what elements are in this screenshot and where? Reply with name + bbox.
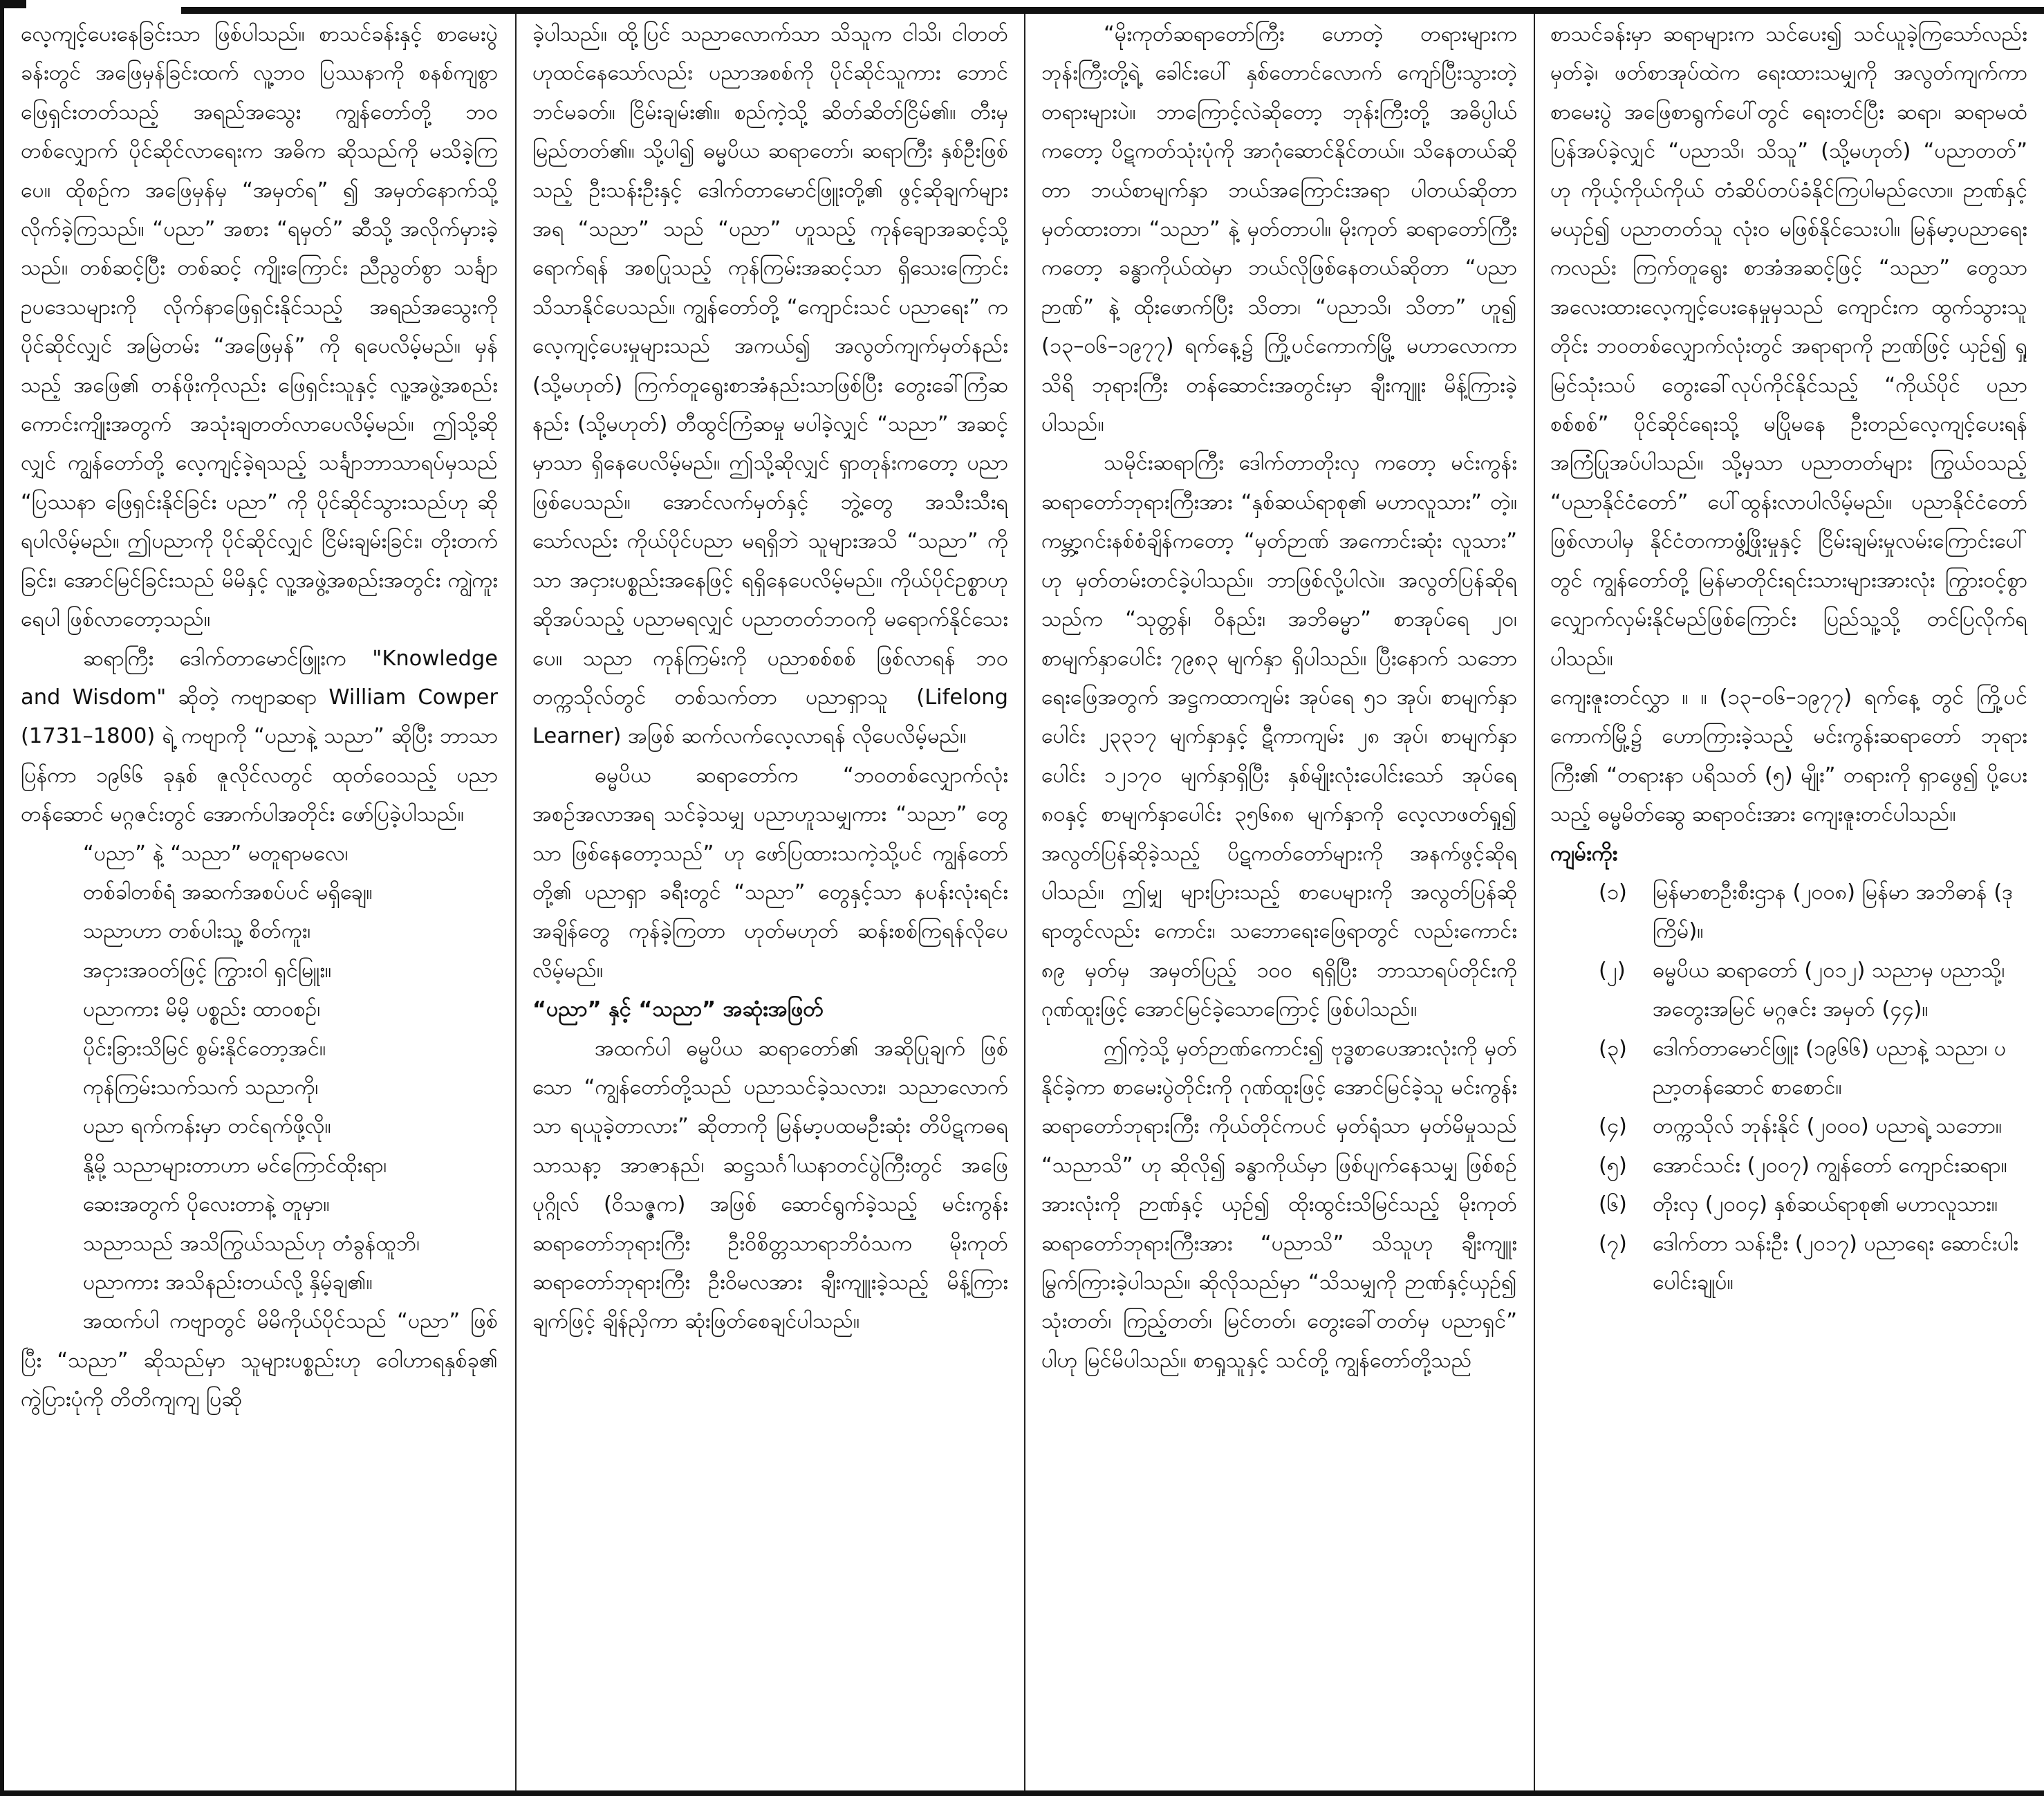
- poem-line: သညာသည် အသိကြွယ်သည်ဟု တံခွန်ထူဘိ၊: [83, 1231, 420, 1256]
- poem-line: နို့မို့ သညာများတာဟာ မင်ကြောင်ထိုးရာ၊: [83, 1153, 387, 1178]
- poem-line: အငှားအဝတ်ဖြင့် ကြွားဝါ ရှင်မြူး။: [83, 958, 332, 983]
- paragraph: လေ့ကျင့်ပေးနေခြင်းသာ ဖြစ်ပါသည်။ စာသင်ခန်းနှင့် စာမေးပွဲခန်းတွင် အဖြေမှန်ခြင်းထက် လူ့ဘဝ ပြဿနာကို စနစ်ကျစွာ ဖြေရှင်းတတ်သည့် အရည်အသွေး ကျွန်တော်တို့ ဘဝတစ်လျှောက် ပိုင်ဆိုင်လာရေးက အဓိက ဆိုသည်ကို မသိခဲ့ကြပေ။ ထိုစဉ်က အဖြေမှန်မှ “အမှတ်ရ” ၍ အမှတ်နောက်သို့ လိုက်ခဲ့ကြသည်။ “ပညာ” အစား “ရမှတ်” ဆီသို့ အလိုက်မှားခဲ့သည်။ တစ်ဆင့်ပြီး တစ်ဆင့် ကျိုးကြောင်း ညီညွတ်စွာ သင်္ချာဥပဒေသများကို လိုက်နာဖြေရှင်းနိုင်သည့် အရည်အသွေးကို ပိုင်ဆိုင်လျှင် အမြဲတမ်း “အဖြေမှန်” ကို ရပေလိမ့်မည်။ မှန်သည့် အဖြေ၏ တန်ဖိုးကိုလည်း ဖြေရှင်းသူနှင့် လူ့အဖွဲ့အစည်း ကောင်းကျိုးအတွက် အသုံးချတတ်လာပေလိမ့်မည်။ ဤသို့ဆိုလျှင် ကျွန်တော်တို့ လေ့ကျင့်ခဲ့ရသည့် သင်္ချာဘာသာရပ်မှသည် “ပြဿနာ ဖြေရှင်းနိုင်ခြင်း ပညာ” ကို ပိုင်ဆိုင်သွားသည်ဟု ဆိုရပါလိမ့်မည်။ ဤပညာကို ပိုင်ဆိုင်လျှင် ငြိမ်းချမ်းခြင်း၊ တိုးတက်ခြင်း၊ အောင်မြင်ခြင်းသည် မိမိနှင့် လူ့အဖွဲ့အစည်းအတွင်း ကျွဲကူးရေပါ ဖြစ်လာတော့သည်။: [21, 22, 498, 632]
- reference-text: ဓမ္မပိယ ဆရာတော် (၂၀၁၂) သညာမှ ပညာသို့၊ အတွေးအမြင် မဂ္ဂဇင်း အမှတ် (၄၄)။: [1653, 958, 2005, 1022]
- paragraph: ဤကဲ့သို့ မှတ်ဉာဏ်ကောင်း၍ ဗုဒ္ဓစာပေအားလုံးကို မှတ်နိုင်ခဲ့ကာ စာမေးပွဲတိုင်းကို ဂုဏ်ထူးဖြင့် အောင်မြင်ခဲ့သူ မင်းကွန်းဆရာတော်ဘုရားကြီး ကိုယ်တိုင်ကပင် မှတ်ရုံသာ မှတ်မိမှုသည် “သညာသိ” ဟု ဆိုလို၍ ခန္ဓာကိုယ်မှာ ဖြစ်ပျက်နေသမျှ ဖြစ်စဉ်အားလုံးကို ဉာဏ်နှင့် ယှဉ်၍ ထိုးထွင်းသိမြင်သည့် မိုးကုတ်ဆရာတော်ဘုရားကြီးအား “ပညာသိ” သိသူဟု ချီးကျူးမြွက်ကြားခဲ့ပါသည်။ ဆိုလိုသည်မှာ “သိသမျှကို ဉာဏ်နှင့်ယှဉ်၍ သုံးတတ်၊ ကြည့်တတ်၊ မြင်တတ်၊ တွေးခေါ်တတ်မှ ပညာရှင်” ပါဟု မြင်မိပါသည်။ စာရှုသူနှင့် သင်တို့ ကျွန်တော်တို့သည်: [1041, 1036, 1517, 1373]
- poem-line: ဆေးအတွက် ပိုလေးတာနဲ့ တူမှာ။: [83, 1192, 330, 1217]
- paragraph: ဓမ္မပိယ ဆရာတော်က “ဘဝတစ်လျှောက်လုံး အစဉ်အလာအရ သင်ခဲ့သမျှ ပညာဟူသမျှကား “သညာ” တွေသာ ဖြစ်နေတော့သည်” ဟု ဖော်ပြထားသကဲ့သို့ပင် ကျွန်တော်တို့၏ ပညာရှာ ခရီးတွင် “သညာ” တွေနှင့်သာ နပန်းလုံးရင်း အချိန်တွေ ကုန်ခဲ့ကြတာ ဟုတ်မဟုတ် ဆန်းစစ်ကြရန်လိုပေလိမ့်မည်။: [532, 763, 1008, 983]
- paragraph: အထက်ပါ ကဗျာတွင် မိမိကိုယ်ပိုင်သည် “ပညာ” ဖြစ်ပြီး “သညာ” ဆိုသည်မှာ သူများပစ္စည်းဟု ဝေါဟာရနှစ်ခု၏ ကွဲပြားပုံကို တိတိကျကျ ပြဆို: [21, 1309, 498, 1412]
- poem-line: ပညာကား အသိနည်းတယ်လို့ နှိမ့်ချ၏။: [83, 1270, 373, 1295]
- reference-number: (၃): [1599, 1036, 1627, 1061]
- reference-item: [1599, 1107, 2027, 1146]
- reference-item: [1599, 1147, 2027, 1185]
- reference-text: အောင်သင်း (၂၀၀၇) ကျွန်တော် ကျောင်းဆရာ။: [1653, 1153, 2007, 1178]
- bottom-rule: [0, 1790, 2044, 1796]
- reference-number: (၇): [1599, 1231, 1627, 1256]
- reference-text: တက္ကသိုလ် ဘုန်းနိုင် (၂၀၀၀) ပညာရဲ့ သဘော။: [1653, 1114, 2003, 1139]
- column-divider: [1024, 14, 1025, 1790]
- column-divider: [1534, 14, 1535, 1790]
- reference-text: မြန်မာစာဦးစီးဌာန (၂၀၀၈) မြန်မာ အဘိဓာန် (ဒုကြိမ်)။: [1653, 880, 2014, 944]
- paragraph: ဆရာကြီး ဒေါက်တာမောင်ဖြူးက "Knowledge and Wisdom" ဆိုတဲ့ ကဗျာဆရာ William Cowper (1731–1800) ရဲ့ ကဗျာကို “ပညာနဲ့ သညာ” ဆိုပြီး ဘာသာပြန်ကာ ၁၉၆၆ ခုနှစ် ဇူလိုင်လတွင် ထုတ်ဝေသည့် ပညာတန်ဆောင် မဂ္ဂဇင်းတွင် အောက်ပါအတိုင်း ဖော်ပြခဲ့ပါသည်။: [21, 646, 498, 827]
- top-rule: [181, 7, 2044, 14]
- reference-text: ဒေါက်တာ သန်းဦး (၂၀၁၇) ပညာရေး ဆောင်းပါး ပေါင်းချုပ်။: [1653, 1231, 2019, 1295]
- reference-item: [1599, 952, 2027, 1030]
- left-border: [0, 0, 4, 1796]
- poem-line: ပညာ ရက်ကန်းမှာ တင်ရက်ဖို့လို။: [83, 1114, 331, 1139]
- reference-text: ဒေါက်တာမောင်ဖြူး (၁၉၆၆) ပညာနဲ့ သညာ၊ ပညာ့တန်ဆောင် စာစောင်။: [1653, 1036, 2007, 1100]
- reference-number: (၄): [1599, 1114, 1627, 1139]
- references-list: [1550, 873, 2027, 1302]
- paragraph: အထက်ပါ ဓမ္မပိယ ဆရာတော်၏ အဆိုပြုချက် ဖြစ်သော “ကျွန်တော်တို့သည် ပညာသင်ခဲ့သလား၊ သညာလောက်သာ ရယူခဲ့တာလား” ဆိုတာကို မြန်မာ့ပထမဦးဆုံး တိပိဋကဓရ သာသနာ့ အာဇာနည်၊ ဆဋ္ဌသင်္ဂါယနာတင်ပွဲကြီးတွင် အဖြေပုဂ္ဂိုလ် (ဝိသဇ္ဇက) အဖြစ် ဆောင်ရွက်ခဲ့သည့် မင်းကွန်းဆရာတော်ဘုရားကြီး ဦးဝိစိတ္တသာရာဘိဝံသက မိုးကုတ်ဆရာတော်ဘုရားကြီး ဦးဝိမလအား ချီးကျူးခဲ့သည့် မိန့်ကြားချက်ဖြင့် ချိန်ညှိကာ ဆုံးဖြတ်စေချင်ပါသည်။: [532, 1036, 1008, 1334]
- paragraph: ခဲ့ပါသည်။ ထို့ပြင် သညာလောက်သာ သိသူက ငါသိ၊ ငါတတ် ဟုထင်နေသော်လည်း ပညာအစစ်ကို ပိုင်ဆိုင်သူကား ဘောင်ဘင်မခတ်။ ငြိမ်းချမ်း၏။ စည်ကဲ့သို့ ဆိတ်ဆိတ်ငြိမ်၏။ တီးမှ မြည်တတ်၏။ သို့ပါ၍ ဓမ္မပိယ ဆရာတော်၊ ဆရာကြီး နှစ်ဦးဖြစ်သည့် ဦးသန်းဦးနှင့် ဒေါက်တာမောင်ဖြူးတို့၏ ဖွင့်ဆိုချက်များအရ “သညာ” သည် “ပညာ” ဟူသည့် ကုန်ချောအဆင့်သို့ ရောက်ရန် အစပြုသည့် ကုန်ကြမ်းအဆင့်သာ ရှိသေးကြောင်း သိသာနိုင်ပေသည်။ ကျွန်တော်တို့ “ကျောင်းသင် ပညာရေး” က လေ့ကျင့်ပေးမှုများသည် အကယ်၍ အလွတ်ကျက်မှတ်နည်း (သို့မဟုတ်) ကြက်တူရွေးစာအံနည်းသာဖြစ်ပြီး တွေးခေါ်ကြံဆနည်း (သို့မဟုတ်) တီထွင်ကြံဆမှု မပါခဲ့လျှင် “သညာ” အဆင့်မှာသာ ရှိနေပေလိမ့်မည်။ ဤသို့ဆိုလျှင် ရှာတုန်းကတော့ ပညာ ဖြစ်ပေသည်။ အောင်လက်မှတ်နှင့် ဘွဲ့တွေ အသီးသီးရသော်လည်း ကိုယ်ပိုင်ပညာ မရရှိဘဲ သူများအသိ “သညာ” ကိုသာ အငှားပစ္စည်းအနေဖြင့် ရရှိနေပေလိမ့်မည်။ ကိုယ်ပိုင်ဥစ္စာဟု ဆိုအပ်သည့် ပညာမရလျှင် ပညာတတ်ဘဝကို မရောက်နိုင်သေးပေ။ သညာ ကုန်ကြမ်းကို ပညာစစ်စစ် ဖြစ်လာရန် ဘဝတက္ကသိုလ်တွင် တစ်သက်တာ ပညာရှာသူ (Lifelong Learner) အဖြစ် ဆက်လက်လေ့လာရန် လိုပေလိမ့်မည်။: [532, 22, 1008, 749]
- article-column-2: [532, 15, 1008, 1786]
- reference-item: [1599, 1185, 2027, 1224]
- reference-number: (၂): [1599, 958, 1626, 983]
- poem-line: ပညာကား မိမိ့ ပစ္စည်း ထာဝစဉ်၊: [83, 997, 321, 1022]
- section-heading: ကျမ်းကိုး: [1550, 841, 1618, 866]
- poem-line: တစ်ခါတစ်ရံ အဆက်အစပ်ပင် မရှိချေ။: [83, 880, 373, 905]
- article-column-1: [21, 15, 498, 1786]
- poem-line: “ပညာ” နဲ့ “သညာ” မတူရာမလေ၊: [83, 841, 349, 866]
- reference-item: [1599, 1030, 2027, 1108]
- poem-block: [21, 835, 498, 1303]
- paragraph: စာသင်ခန်းမှာ ဆရာများက သင်ပေး၍ သင်ယူခဲ့ကြသော်လည်း မှတ်ခဲ့၊ ဖတ်စာအုပ်ထဲက ရေးထားသမျှကို အလွတ်ကျက်ကာ စာမေးပွဲ အဖြေစာရွက်ပေါ်တွင် ရေးတင်ပြီး ဆရာ၊ ဆရာမထံ ပြန်အပ်ခဲ့လျှင် “ပညာသိ၊ သိသူ” (သို့မဟုတ်) “ပညာတတ်” ဟု ကိုယ့်ကိုယ်ကိုယ် တံဆိပ်တပ်ခံနိုင်ကြပါမည်လော။ ဉာဏ်နှင့် မယှဉ်၍ ပညာတတ်သူ လုံးဝ မဖြစ်နိုင်သေးပါ။ မြန်မာ့ပညာရေးကလည်း ကြက်တူရွေး စာအံအဆင့်ဖြင့် “သညာ” တွေသာ အလေးထားလေ့ကျင့်ပေးနေမှုမှသည် ကျောင်းက ထွက်သွားသူတိုင်း ဘဝတစ်လျှောက်လုံးတွင် အရာရာကို ဉာဏ်ဖြင့် ယှဉ်၍ ရှုမြင်သုံးသပ် တွေးခေါ်လုပ်ကိုင်နိုင်သည့် “ကိုယ်ပိုင် ပညာစစ်စစ်” ပိုင်ဆိုင်ရေးသို့ မပြိုမနေ ဦးတည်လေ့ကျင့်ပေးရန် အကြံပြုအပ်ပါသည်။ သို့မှသာ ပညာတတ်များ ကြွယ်ဝသည့် “ပညာနိုင်ငံတော်” ပေါ်ထွန်းလာပါလိမ့်မည်။ ပညာနိုင်ငံတော်ဖြစ်လာပါမှ နိုင်ငံတကာဖွံ့ဖြိုးမှုနှင့် ငြိမ်းချမ်းမှုလမ်းကြောင်းပေါ်တွင် ကျွန်တော်တို့ မြန်မာတိုင်းရင်းသားများအားလုံး ကြွားဝင့်စွာ လျှောက်လှမ်းနိုင်မည်ဖြစ်ကြောင်း ပြည်သူ့သို့ တင်ပြလိုက်ရပါသည်။: [1550, 22, 2027, 671]
- reference-item: [1599, 873, 2027, 952]
- paragraph: သမိုင်းဆရာကြီး ဒေါက်တာတိုးလှ ကတော့ မင်းကွန်းဆရာတော်ဘုရားကြီးအား “နှစ်ဆယ်ရာစု၏ မဟာလူသား” တဲ့။ ကမ္ဘာ့ဂင်းနစ်စံချိန်ကတော့ “မှတ်ဉာဏ် အကောင်းဆုံး လူသား” ဟု မှတ်တမ်းတင်ခဲ့ပါသည်။ ဘာဖြစ်လို့ပါလဲ။ အလွတ်ပြန်ဆိုရသည်က “သုတ္တန်၊ ဝိနည်း၊ အဘိဓမ္မာ” စာအုပ်ရေ ၂၀၊ စာမျက်နှာပေါင်း ၇၉၈၃ မျက်နှာ ရှိပါသည်။ ပြီးနောက် သဘောရေးဖြေအတွက် အဋ္ဌကထာကျမ်း အုပ်ရေ ၅၁ အုပ်၊ စာမျက်နှာပေါင်း ၂၃၃၁၇ မျက်နှာနှင့် ဋီကာကျမ်း ၂၈ အုပ်၊ စာမျက်နှာပေါင်း ၁၂၁၇၀ မျက်နှာရှိပြီး နှစ်မျိုးလုံးပေါင်းသော် အုပ်ရေ ၈၀နှင့် စာမျက်နှာပေါင်း ၃၅၆၈၈ မျက်နှာကို လေ့လာဖတ်ရှု၍ အလွတ်ပြန်ဆိုခဲ့သည့် ပိဋကတ်တော်များကို အနက်ဖွင့်ဆိုရပါသည်။ ဤမျှ များပြားသည့် စာပေများကို အလွတ်ပြန်ဆိုရာတွင်လည်း ကောင်း၊ သဘောရေးဖြေရာတွင် လည်းကောင်း ၈၉ မှတ်မှ အမှတ်ပြည့် ၁၀၀ ရရှိပြီး ဘာသာရပ်တိုင်းကို ဂုဏ်ထူးဖြင့် အောင်မြင်ခဲ့သောကြောင့် ဖြစ်ပါသည်။: [1041, 451, 1517, 1022]
- poem-line: ကုန်ကြမ်းသက်သက် သညာကို၊: [83, 1075, 319, 1100]
- paragraph: ကျေးဇူးတင်လွှာ ။ ။ (၁၃–၀၆–၁၉၇၇) ရက်နေ့ တွင် ကြို့ပင်ကောက်မြို့၌ ဟောကြားခဲ့သည့် မင်းကွန်းဆရာတော် ဘုရားကြီး၏ “တရားနာ ပရိသတ် (၅) မျိုး” တရားကို ရှာဖွေ၍ ပို့ပေးသည့် ဓမ္မမိတ်ဆွေ ဆရာဝင်းအား ကျေးဇူးတင်ပါသည်။: [1550, 685, 2027, 827]
- article-column-3: [1041, 15, 1517, 1786]
- reference-number: (၆): [1599, 1192, 1627, 1217]
- poem-line: ပိုင်းခြားသိမြင် စွမ်းနိုင်တော့အင်။: [83, 1036, 326, 1061]
- section-heading: “ပညာ” နှင့် “သညာ” အဆုံးအဖြတ်: [532, 997, 824, 1022]
- poem-line: သညာဟာ တစ်ပါးသူ့ စိတ်ကူး၊: [83, 919, 311, 944]
- reference-text: တိုးလှ (၂၀၀၄) နှစ်ဆယ်ရာစု၏ မဟာလူသား။: [1653, 1192, 1998, 1217]
- paragraph: “မိုးကုတ်ဆရာတော်ကြီး ဟောတဲ့ တရားများက ဘုန်းကြီးတို့ရဲ့ ခေါင်းပေါ် နှစ်တောင်လောက် ကျော်ပြီးသွားတဲ့ တရားများပဲ။ ဘာကြောင့်လဲဆိုတော့ ဘုန်းကြီးတို့ အဓိပ္ပါယ်ကတော့ ပိဋကတ်သုံးပုံကို အာဂုံဆောင်နိုင်တယ်။ သိနေတယ်ဆိုတာ ဘယ်စာမျက်နှာ ဘယ်အကြောင်းအရာ ပါတယ်ဆိုတာ မှတ်ထားတာ၊ “သညာ” နဲ့ မှတ်တာပါ။ မိုးကုတ် ဆရာတော်ကြီးကတော့ ခန္ဓာကိုယ်ထဲမှာ ဘယ်လိုဖြစ်နေတယ်ဆိုတာ “ပညာဉာဏ်” နဲ့ ထိုးဖောက်ပြီး သိတာ၊ “ပညာသိ၊ သိတာ” ဟူ၍ (၁၃–၀၆–၁၉၇၇) ရက်နေ့၌ ကြို့ပင်ကောက်မြို့ မဟာလောကာသိရိ ဘုရားကြီး တန်ဆောင်းအတွင်းမှာ ချီးကျူး မိန့်ကြားခဲ့ပါသည်။: [1041, 22, 1517, 437]
- reference-number: (၅): [1599, 1153, 1627, 1178]
- article-column-4: [1550, 15, 2027, 1786]
- column-divider: [515, 14, 517, 1790]
- reference-number: (၁): [1599, 880, 1627, 905]
- reference-item: [1599, 1225, 2027, 1303]
